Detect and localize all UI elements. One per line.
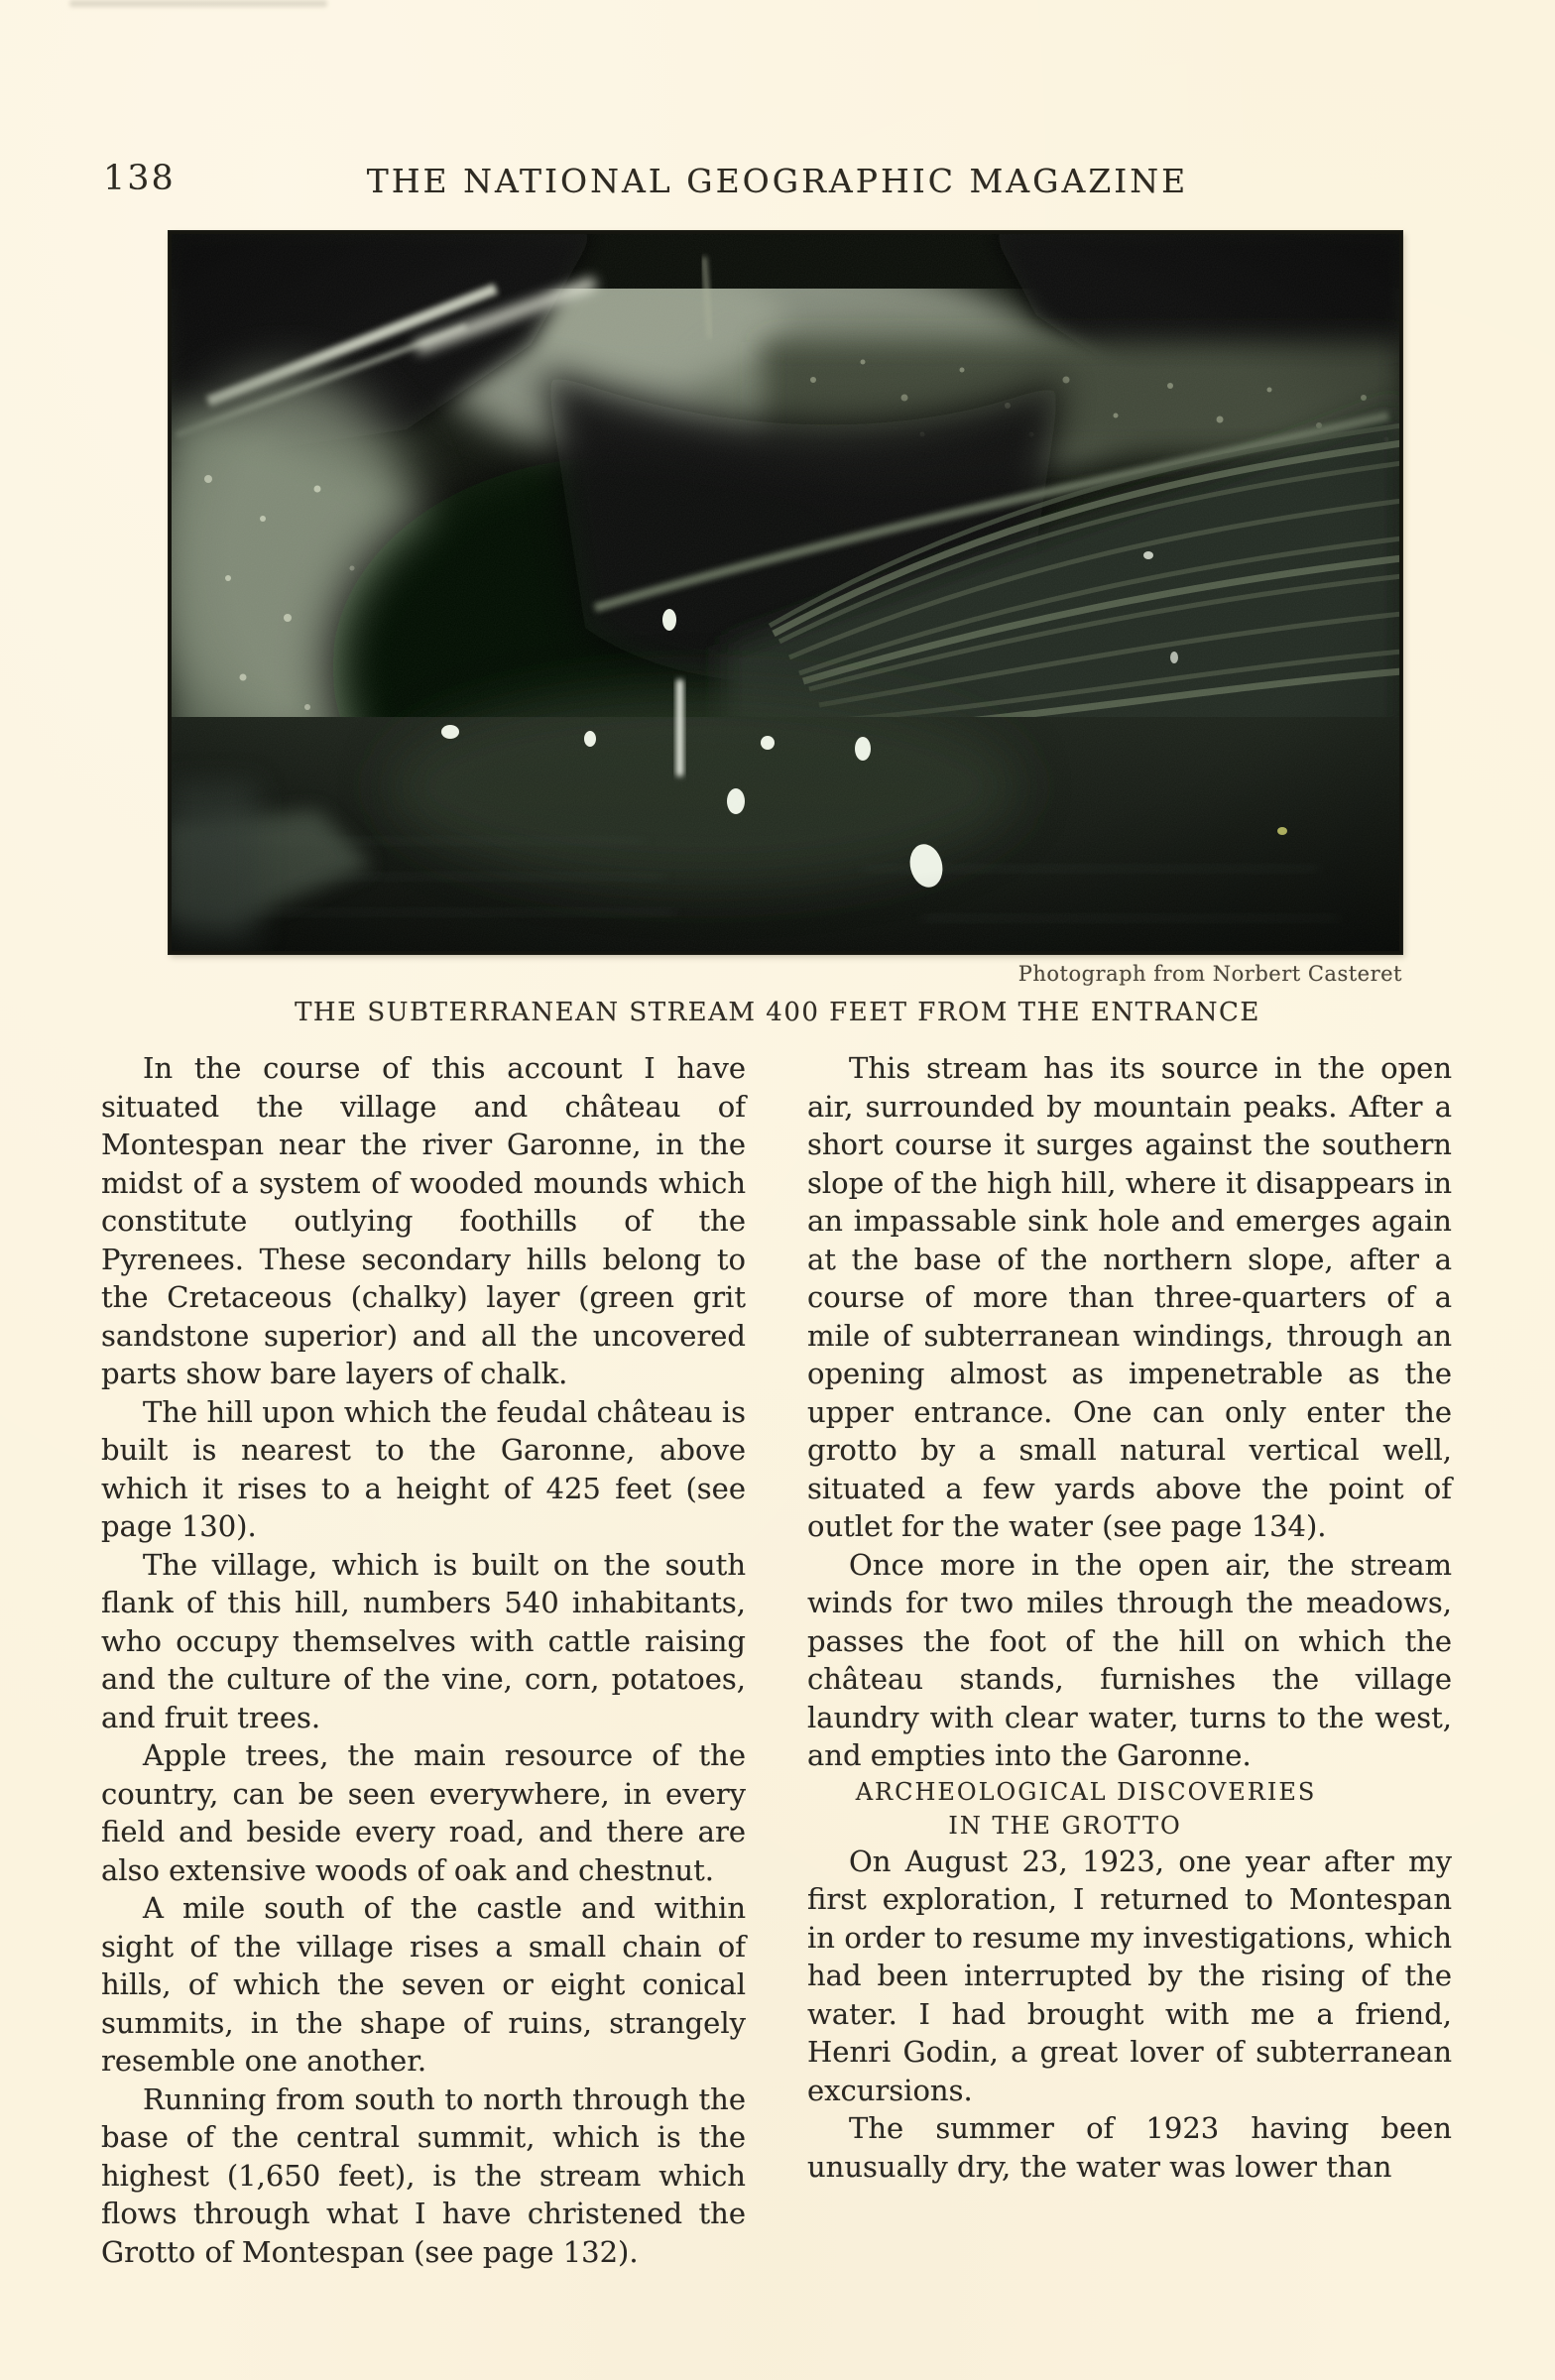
- scan-artifact: [69, 0, 327, 7]
- body-paragraph: Running from south to north through the base of the central summit, which is the highest (1,650 feet), is the stream which flows through what I have christened the Grotto of Montespan (see page 132).: [101, 2082, 746, 2269]
- right-paragraphs-top: [807, 1049, 1452, 1775]
- section-heading: ARCHEOLOGICAL DISCOVERIES IN THE GROTTO: [855, 1777, 1317, 1840]
- right-paragraphs-bottom: [807, 1843, 1452, 2187]
- left-paragraphs: [101, 1049, 746, 2271]
- body-paragraph: Once more in the open air, the stream winds for two miles through the meadows, passes the foot of the hill on which the château stands, furnishes the village laundry with clear water, turns to the west, and empties into the Garonne.: [807, 1547, 1452, 1772]
- header-title: THE NATIONAL GEOGRAPHIC MAGAZINE: [366, 162, 1189, 200]
- body-column-right: [807, 1049, 1452, 2186]
- body-paragraph: A mile south of the castle and within sight of the village rises a small chain of hills, of which the seven or eight conical summits, in the shape of ruins, strangely resemble one another.: [101, 1891, 746, 2078]
- body-paragraph: In the course of this account I have situated the village and château of Montespan near the river Garonne, in the midst of a system of wooded mounds which constitute outlying foothills of the Pyrenees. These secondary hills belong to the Cretaceous (chalky) layer (green grit sandstone superior) and all the uncovered parts show bare layers of chalk.: [101, 1051, 746, 1390]
- body-paragraph: This stream has its source in the open air, surrounded by mountain peaks. After a short course it surges against the southern slope of the high hill, where it disappears in an impassable sink hole and emerges again at the base of the northern slope, after a course of more than three-quarters of a mile of subterranean windings, through an opening almost as impenetrable as the upper entrance. One can only enter the grotto by a small natural vertical well, situated a few yards above the point of outlet for the water (see page 134).: [807, 1051, 1452, 1543]
- photo-credit: Photograph from Norbert Casteret: [1017, 962, 1402, 986]
- body-paragraph: The hill upon which the feudal château is built is nearest to the Garonne, above which it rises to a height of 425 feet (see page 130).: [101, 1394, 746, 1543]
- body-paragraph: The summer of 1923 having been unusually dry, the water was lower than: [807, 2111, 1452, 2184]
- photo-caption: THE SUBTERRANEAN STREAM 400 FEET FROM THE ENTRANCE: [295, 998, 1260, 1027]
- body-column-left: [101, 1049, 746, 2271]
- cave-photo-illustration: [169, 231, 1402, 954]
- body-paragraph: Apple trees, the main resource of the country, can be seen everywhere, in every field and beside every road, and there are also extensive woods of oak and chestnut.: [101, 1738, 746, 1887]
- page-number: 138: [103, 159, 176, 198]
- body-paragraph: On August 23, 1923, one year after my first exploration, I returned to Montespan in order to resume my investigations, which had been interrupted by the rising of the water. I had brought with me a friend, Henri Godin, a great lover of subterranean excursions.: [807, 1844, 1452, 2107]
- body-paragraph: The village, which is built on the south flank of this hill, numbers 540 inhabitants, who occupy themselves with cattle raising and the culture of the vine, corn, potatoes, and fruit trees.: [101, 1547, 746, 1734]
- cave-photograph: [169, 231, 1402, 954]
